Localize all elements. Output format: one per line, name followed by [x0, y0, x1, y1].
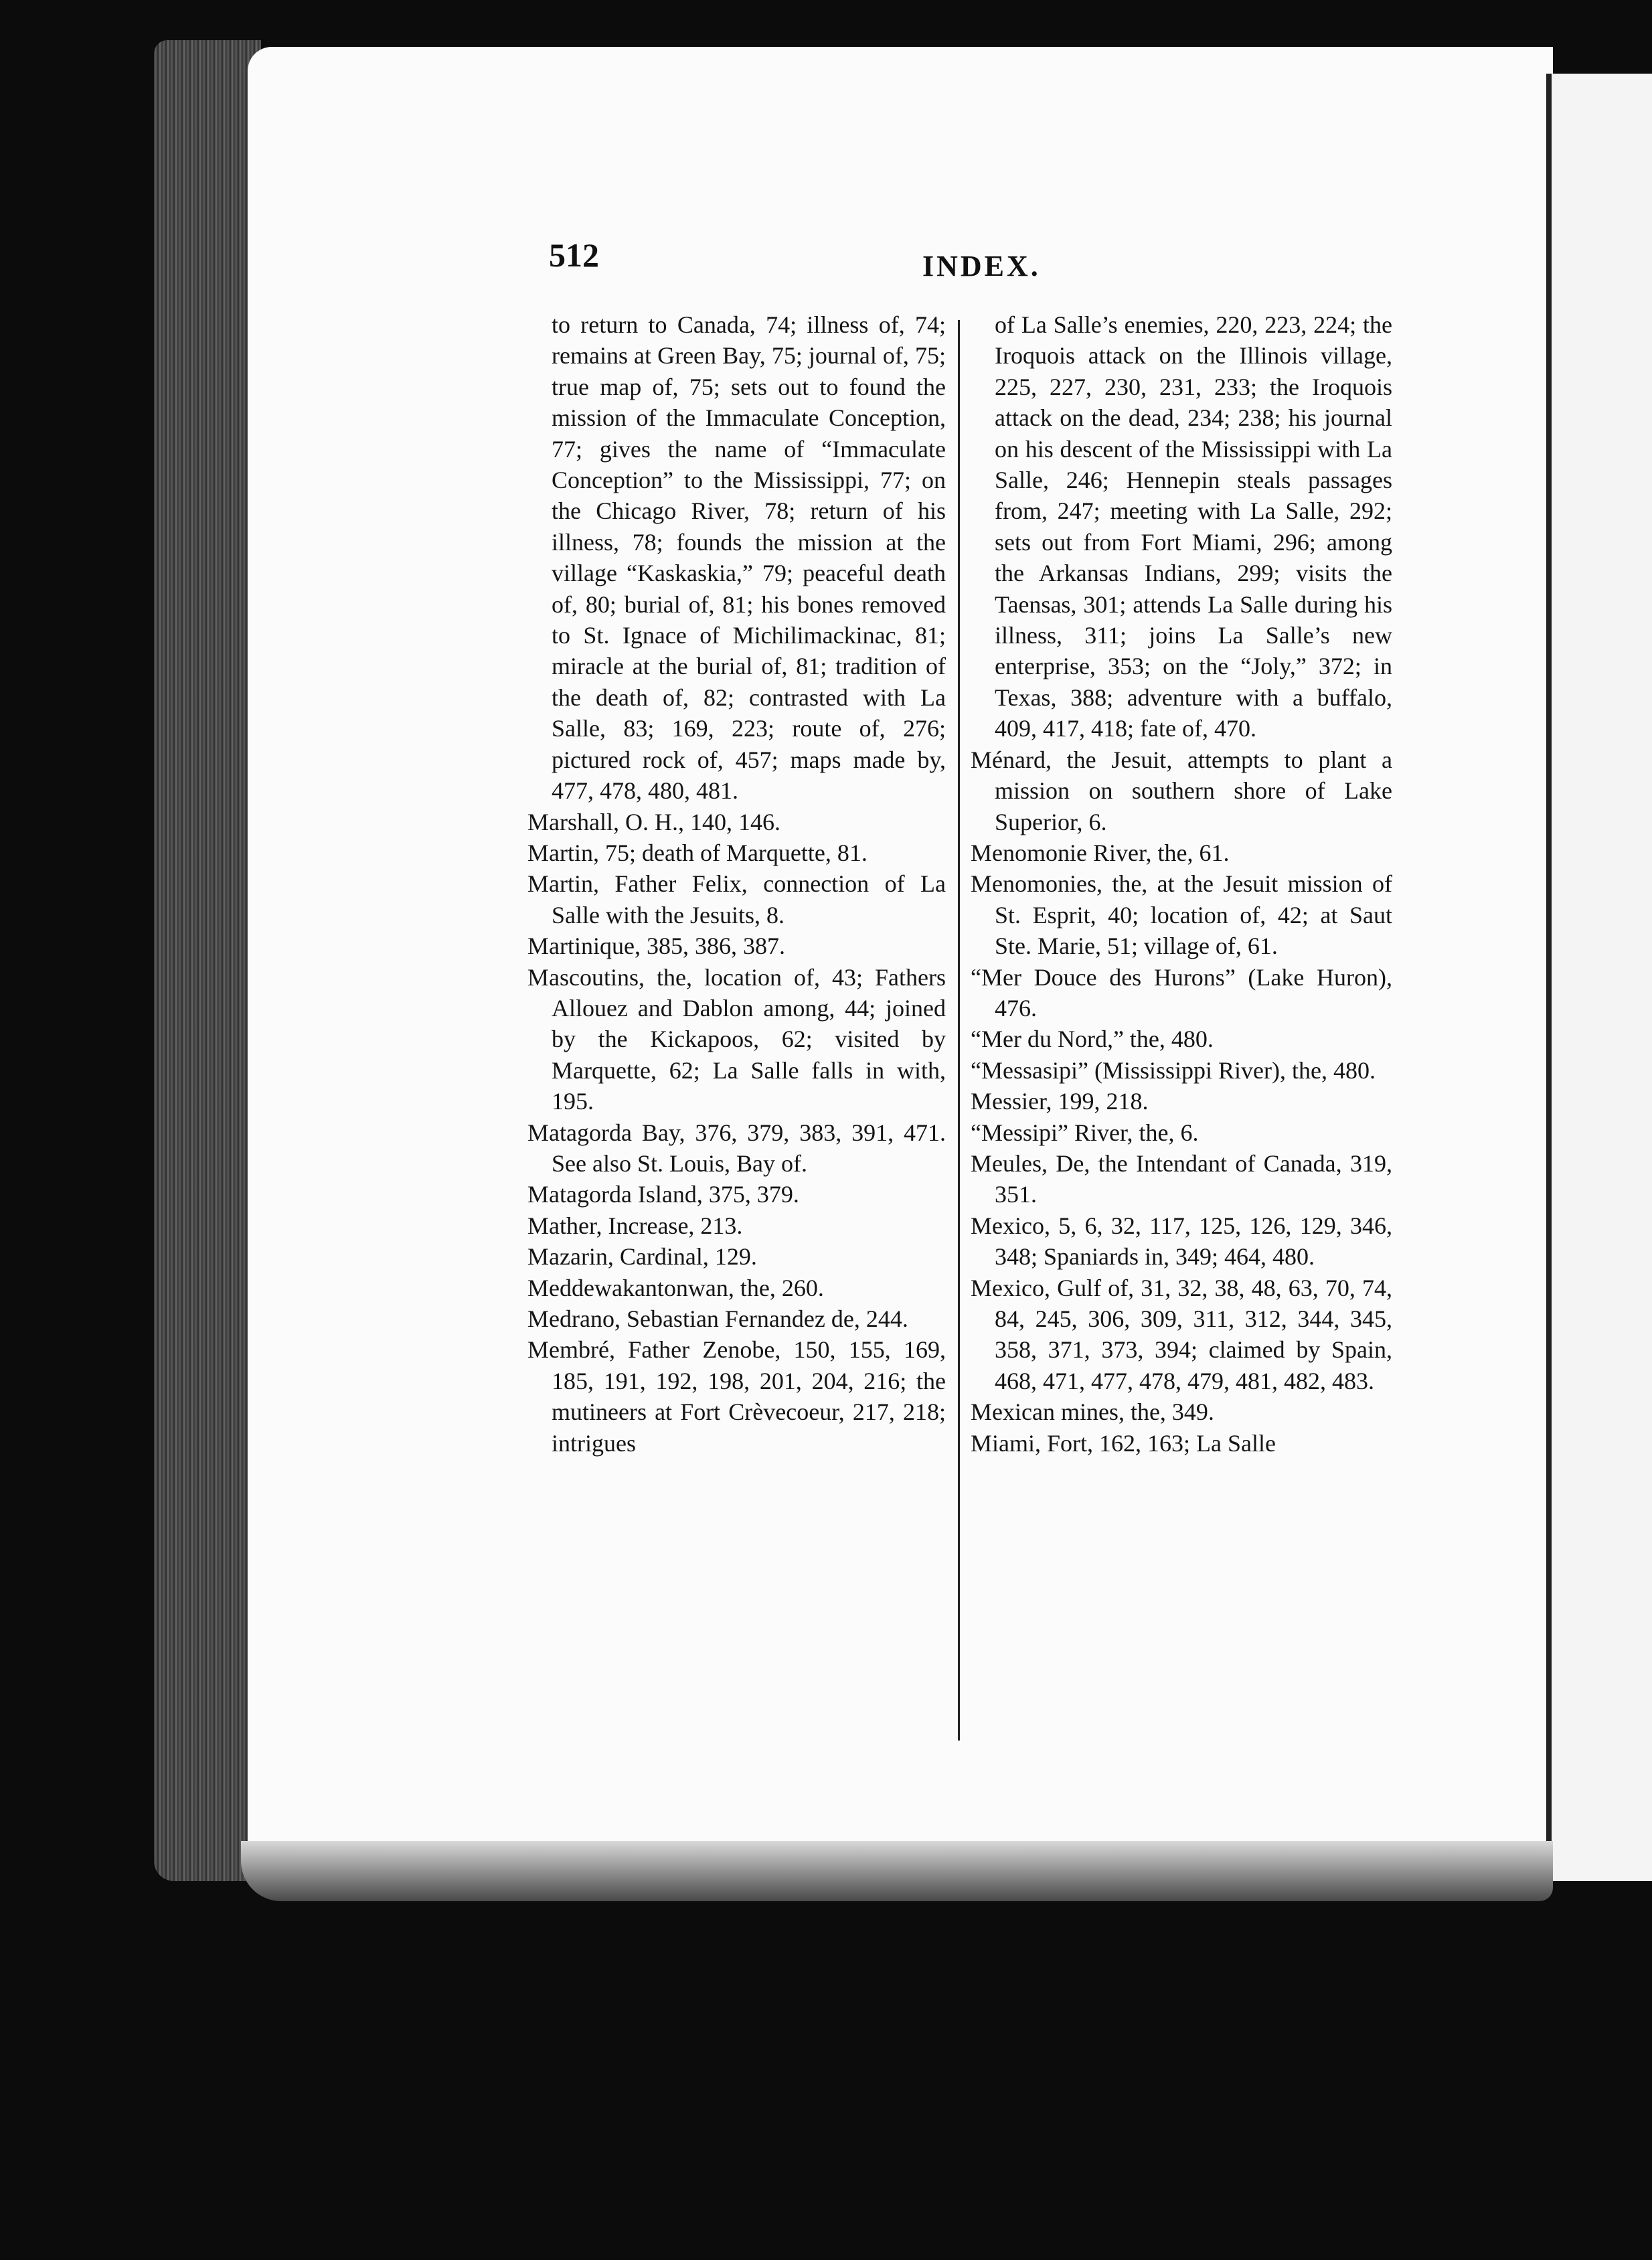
index-entry: “Mer du Nord,” the, 480.	[971, 1026, 1214, 1053]
index-entry: “Messasipi” (Mississippi River), the, 480.	[971, 1056, 1376, 1084]
index-entry: Miami, Fort, 162, 163; La Salle	[971, 1429, 1276, 1457]
index-column-right	[971, 309, 1392, 1749]
index-entry: of La Salle’s enemies, 220, 223, 224; the Iroquois attack on the Illinois village, 225, 227, 230, 231, 233; the Iroquois attack on the dead, 234; 238; his journal on his descent of the Mississippi with La Salle, 246; Hennepin steals passages from, 247; meeting with La Salle, 292; sets out from Fort Miami, 296; among the Arkansas Indians, 299; visits the Taensas, 301; attends La Salle during his illness, 311; joins La Salle’s new enterprise, 353; on the “Joly,” 372; in Texas, 388; adventure with a buffalo, 409, 417, 418; fate of, 470.	[995, 311, 1392, 742]
running-head: INDEX.	[922, 250, 1041, 282]
page-bottom-edge	[241, 1841, 1553, 1901]
index-entry: to return to Canada, 74; illness of, 74; remains at Green Bay, 75; journal of, 75; true map of, 75; sets out to found the mission of the Immaculate Conception, 77; gives the name of “Immaculate Conception” to the Mississippi, 77; on the Chicago River, 78; return of his illness, 78; founds the mission at the village “Kaskaskia,” 79; peaceful death of, 80; burial of, 81; his bones removed to St. Ignace of Michilimackinac, 81; miracle at the burial of, 81; tradition of the death of, 82; contrasted with La Salle, 83; 169, 223; route of, 276; pictured rock of, 457; maps made by, 477, 478, 480, 481.	[552, 311, 946, 805]
column-divider	[958, 320, 960, 1741]
index-entry: Matagorda Island, 375, 379.	[527, 1181, 799, 1208]
index-entry: Mexico, Gulf of, 31, 32, 38, 48, 63, 70, 74, 84, 245, 306, 309, 311, 312, 344, 345, 358, 371, 373, 394; claimed by Spain, 468, 471, 477, 478, 479, 481, 482, 483.	[971, 1274, 1392, 1394]
index-entry: Menomonies, the, at the Jesuit mission of St. Esprit, 40; location of, 42; at Saut Ste. Marie, 51; village of, 61.	[971, 870, 1392, 960]
page-number: 512	[549, 236, 599, 274]
index-entry: Membré, Father Zenobe, 150, 155, 169, 185, 191, 192, 198, 201, 204, 216; the mutineers at Fort Crèvecoeur, 217, 218; intrigues	[527, 1336, 946, 1457]
index-entry: Martin, Father Felix, connection of La Salle with the Jesuits, 8.	[527, 870, 946, 929]
index-entry: “Mer Douce des Hurons” (Lake Huron), 476.	[971, 963, 1392, 1022]
index-entry: Mather, Increase, 213.	[527, 1212, 743, 1239]
index-entry: Mascoutins, the, location of, 43; Fathers Allouez and Dablon among, 44; joined by the Kickapoos, 62; visited by Marquette, 62; La Salle falls in with, 195.	[527, 963, 946, 1115]
index-entry: Mexican mines, the, 349.	[971, 1398, 1214, 1426]
index-entry: Matagorda Bay, 376, 379, 383, 391, 471. See also St. Louis, Bay of.	[527, 1119, 946, 1177]
page-gutter-line	[1546, 74, 1552, 1881]
index-entry: “Messipi” River, the, 6.	[971, 1119, 1199, 1146]
facing-page-edge	[1552, 74, 1652, 1881]
index-entry: Meules, De, the Intendant of Canada, 319, 351.	[971, 1149, 1392, 1208]
index-entry: Mexico, 5, 6, 32, 117, 125, 126, 129, 346, 348; Spaniards in, 349; 464, 480.	[971, 1212, 1392, 1271]
index-column-left	[527, 309, 946, 1749]
index-entry: Medrano, Sebastian Fernandez de, 244.	[527, 1305, 908, 1332]
index-entry: Martin, 75; death of Marquette, 81.	[527, 839, 868, 866]
book-spine	[154, 40, 261, 1881]
index-entry: Martinique, 385, 386, 387.	[527, 933, 785, 960]
index-entry: Ménard, the Jesuit, attempts to plant a mission on southern shore of Lake Superior, 6.	[971, 746, 1392, 835]
index-entry: Messier, 199, 218.	[971, 1088, 1149, 1115]
index-entry: Marshall, O. H., 140, 146.	[527, 808, 780, 835]
index-entry: Mazarin, Cardinal, 129.	[527, 1243, 757, 1271]
index-entry: Meddewakantonwan, the, 260.	[527, 1274, 824, 1301]
index-entry: Menomonie River, the, 61.	[971, 839, 1230, 866]
